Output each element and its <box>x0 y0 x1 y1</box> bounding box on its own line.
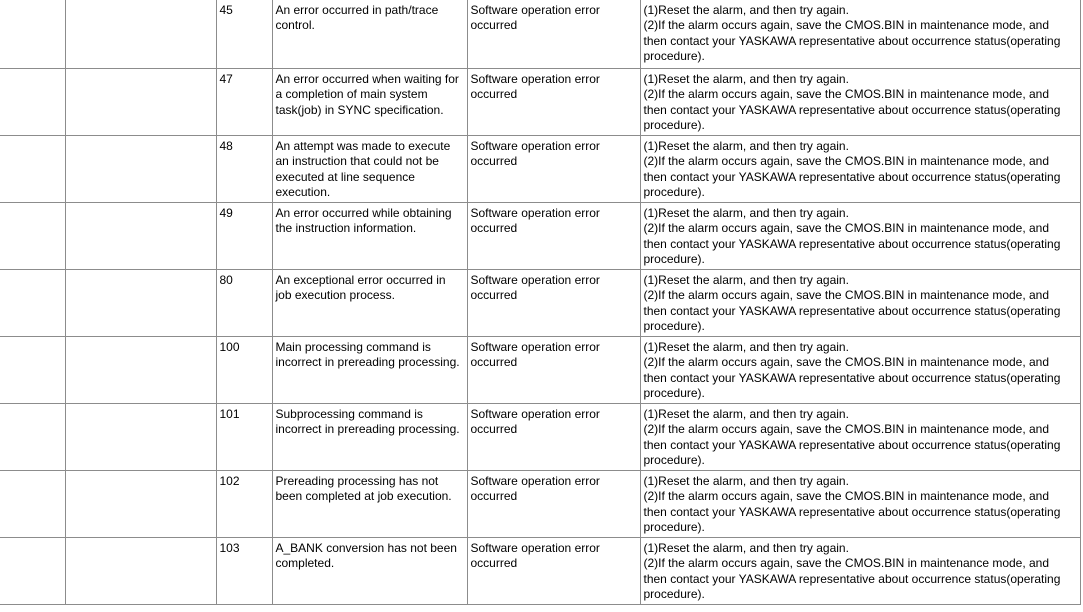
sub-code-cell: 103 <box>216 538 272 605</box>
remedy-line: then contact your YASKAWA representative about occurrence status(operating <box>643 370 1061 385</box>
remedy-line: (2)If the alarm occurs again, save the CMOS.BIN in maintenance mode, and <box>643 18 1050 33</box>
cause-cell: Software operation error occurred <box>467 0 640 69</box>
table-row <box>0 136 1080 203</box>
remedy-cell <box>640 404 1080 471</box>
remedy-cell <box>640 538 1080 605</box>
remedy-cell <box>640 471 1080 538</box>
meaning-cell: Main processing command is incorrect in prereading processing. <box>272 337 467 404</box>
blank-cell-b <box>65 471 216 538</box>
sub-code-cell: 48 <box>216 136 272 203</box>
remedy-line: then contact your YASKAWA representative about occurrence status(operating <box>643 169 1061 184</box>
cause-cell: Software operation error occurred <box>467 136 640 203</box>
remedy-cell <box>640 136 1080 203</box>
blank-cell-b <box>65 538 216 605</box>
remedy-cell <box>640 337 1080 404</box>
remedy-cell <box>640 69 1080 136</box>
remedy-line: (2)If the alarm occurs again, save the CMOS.BIN in maintenance mode, and <box>643 556 1050 571</box>
remedy-line: then contact your YASKAWA representative about occurrence status(operating <box>643 504 1061 519</box>
blank-cell-b <box>65 337 216 404</box>
remedy-line: procedure). <box>643 386 705 401</box>
remedy-line: procedure). <box>643 587 705 602</box>
remedy-line: (1)Reset the alarm, and then try again. <box>643 3 849 17</box>
meaning-cell: A_BANK conversion has not been completed. <box>272 538 467 605</box>
blank-cell-a <box>0 270 65 337</box>
remedy-line: procedure). <box>643 453 705 468</box>
remedy-line: (1)Reset the alarm, and then try again. <box>643 206 849 220</box>
blank-cell-a <box>0 69 65 136</box>
table-row <box>0 404 1080 471</box>
cause-cell: Software operation error occurred <box>467 337 640 404</box>
sub-code-cell: 101 <box>216 404 272 471</box>
remedy-cell <box>640 0 1080 69</box>
remedy-line: (1)Reset the alarm, and then try again. <box>643 72 849 86</box>
table-row <box>0 337 1080 404</box>
table-row <box>0 471 1080 538</box>
sub-code-cell: 80 <box>216 270 272 337</box>
remedy-line: then contact your YASKAWA representative about occurrence status(operating <box>643 303 1061 318</box>
table-row <box>0 270 1080 337</box>
blank-cell-b <box>65 404 216 471</box>
cause-cell: Software operation error occurred <box>467 69 640 136</box>
remedy-cell <box>640 270 1080 337</box>
cause-cell: Software operation error occurred <box>467 471 640 538</box>
meaning-cell: Subprocessing command is incorrect in prereading processing. <box>272 404 467 471</box>
remedy-line: (2)If the alarm occurs again, save the CMOS.BIN in maintenance mode, and <box>643 154 1050 169</box>
remedy-line: then contact your YASKAWA representative about occurrence status(operating <box>643 571 1061 586</box>
blank-cell-a <box>0 337 65 404</box>
blank-cell-b <box>65 0 216 69</box>
remedy-line: procedure). <box>643 118 705 133</box>
remedy-line: (1)Reset the alarm, and then try again. <box>643 340 849 354</box>
sub-code-cell: 100 <box>216 337 272 404</box>
sub-code-cell: 49 <box>216 203 272 270</box>
sub-code-cell: 45 <box>216 0 272 69</box>
remedy-line: (1)Reset the alarm, and then try again. <box>643 139 849 153</box>
remedy-line: procedure). <box>643 49 705 64</box>
remedy-line: (1)Reset the alarm, and then try again. <box>643 541 849 555</box>
blank-cell-a <box>0 203 65 270</box>
remedy-line: procedure). <box>643 319 705 334</box>
blank-cell-a <box>0 538 65 605</box>
remedy-line: (1)Reset the alarm, and then try again. <box>643 273 849 287</box>
sub-code-cell: 47 <box>216 69 272 136</box>
blank-cell-b <box>65 69 216 136</box>
remedy-line: then contact your YASKAWA representative about occurrence status(operating <box>643 33 1061 48</box>
blank-cell-a <box>0 471 65 538</box>
blank-cell-b <box>65 136 216 203</box>
blank-cell-b <box>65 270 216 337</box>
meaning-cell: An error occurred when waiting for a completion of main system task(job) in SYNC specification. <box>272 69 467 136</box>
cause-cell: Software operation error occurred <box>467 538 640 605</box>
remedy-line: then contact your YASKAWA representative about occurrence status(operating <box>643 236 1061 251</box>
remedy-line: (2)If the alarm occurs again, save the CMOS.BIN in maintenance mode, and <box>643 87 1050 102</box>
remedy-line: (1)Reset the alarm, and then try again. <box>643 474 849 488</box>
blank-cell-a <box>0 0 65 69</box>
remedy-line: then contact your YASKAWA representative about occurrence status(operating <box>643 102 1061 117</box>
cause-cell: Software operation error occurred <box>467 404 640 471</box>
blank-cell-b <box>65 203 216 270</box>
meaning-cell: An exceptional error occurred in job execution process. <box>272 270 467 337</box>
remedy-line: (2)If the alarm occurs again, save the CMOS.BIN in maintenance mode, and <box>643 355 1050 370</box>
remedy-line: (1)Reset the alarm, and then try again. <box>643 407 849 421</box>
table-row <box>0 69 1080 136</box>
meaning-cell: An error occurred while obtaining the instruction information. <box>272 203 467 270</box>
meaning-cell: An error occurred in path/trace control. <box>272 0 467 69</box>
table-row <box>0 203 1080 270</box>
remedy-line: (2)If the alarm occurs again, save the CMOS.BIN in maintenance mode, and <box>643 288 1050 303</box>
remedy-line: (2)If the alarm occurs again, save the CMOS.BIN in maintenance mode, and <box>643 489 1050 504</box>
remedy-line: (2)If the alarm occurs again, save the CMOS.BIN in maintenance mode, and <box>643 221 1050 236</box>
table-row <box>0 538 1080 605</box>
remedy-line: (2)If the alarm occurs again, save the CMOS.BIN in maintenance mode, and <box>643 422 1050 437</box>
remedy-line: then contact your YASKAWA representative about occurrence status(operating <box>643 437 1061 452</box>
blank-cell-a <box>0 136 65 203</box>
blank-cell-a <box>0 404 65 471</box>
cause-cell: Software operation error occurred <box>467 270 640 337</box>
meaning-cell: Prereading processing has not been completed at job execution. <box>272 471 467 538</box>
sub-code-cell: 102 <box>216 471 272 538</box>
remedy-line: procedure). <box>643 185 705 200</box>
remedy-line: procedure). <box>643 252 705 267</box>
remedy-cell <box>640 203 1080 270</box>
remedy-line: procedure). <box>643 520 705 535</box>
table-row <box>0 0 1080 69</box>
cause-cell: Software operation error occurred <box>467 203 640 270</box>
meaning-cell: An attempt was made to execute an instruction that could not be executed at line sequence execution. <box>272 136 467 203</box>
